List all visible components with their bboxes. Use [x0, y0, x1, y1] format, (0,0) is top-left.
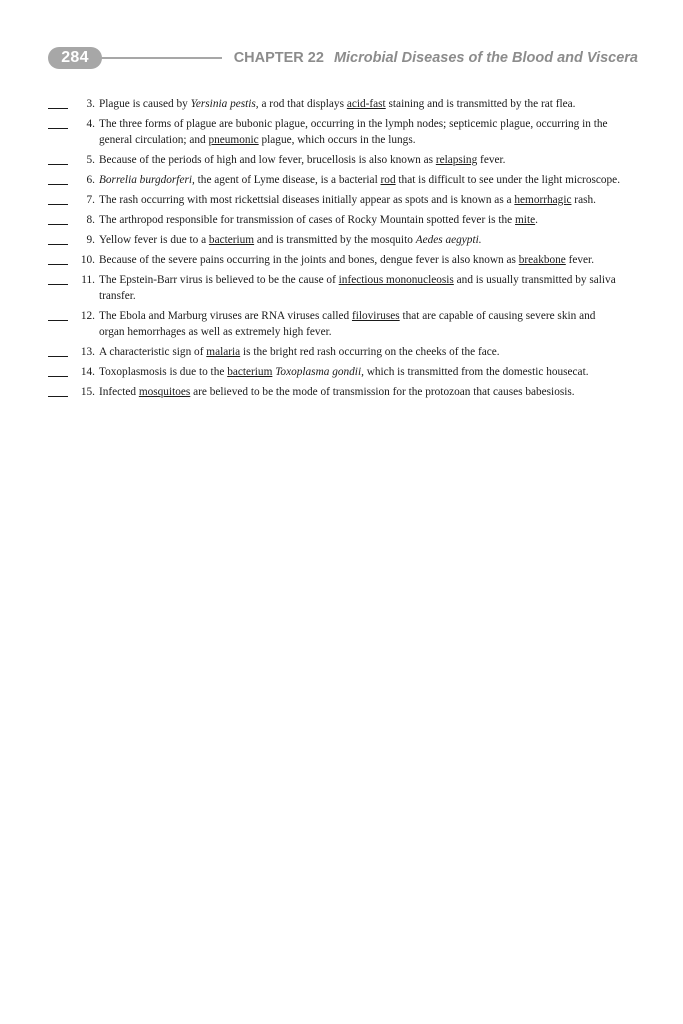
answer-blank[interactable] [48, 284, 68, 285]
question-number: 4. [86, 118, 95, 130]
question-item [48, 364, 623, 380]
answer-blank[interactable] [48, 376, 68, 377]
italic-term: Toxoplasma gondii, [275, 366, 364, 378]
answer-blank[interactable] [48, 164, 68, 165]
underlined-term: rod [380, 174, 396, 186]
underlined-term: relapsing [435, 154, 478, 166]
question-text [99, 386, 575, 398]
answer-blank[interactable] [48, 204, 68, 205]
answer-blank[interactable] [48, 320, 68, 321]
underlined-term: breakbone [518, 254, 566, 266]
text-run: The three forms of plague are bubonic plague, occurring in the lymph nodes; septicemic plague, occurring in the general circulation; and [99, 118, 608, 146]
text-run: Plague is caused by [99, 98, 191, 110]
underlined-term: acid-fast [346, 98, 386, 110]
question-text [99, 346, 500, 358]
text-run: The rash occurring with most rickettsial diseases initially appear as spots and is known as a [99, 194, 515, 206]
underlined-term: filoviruses [351, 310, 400, 322]
question-number: 3. [86, 98, 95, 110]
answer-blank[interactable] [48, 356, 68, 357]
chapter-label: CHAPTER 22 [233, 50, 324, 66]
question-number: 15. [80, 386, 95, 398]
question-item [48, 272, 623, 304]
question-item [48, 212, 623, 228]
text-run: . [535, 214, 538, 226]
chapter-subject: Microbial Diseases of the Blood and Viscera [333, 50, 638, 66]
question-text [99, 214, 538, 226]
question-item [48, 152, 623, 168]
question-number: 5. [86, 154, 95, 166]
text-run: which is transmitted from the domestic housecat. [363, 366, 589, 378]
underlined-term: malaria [206, 346, 241, 358]
text-run: A characteristic sign of [99, 346, 207, 358]
header-divider [100, 57, 222, 59]
text-run: is the bright red rash occurring on the cheeks of the face. [240, 346, 500, 358]
answer-blank[interactable] [48, 264, 68, 265]
running-head [234, 47, 638, 69]
underlined-term: mite [515, 214, 536, 226]
answer-blank[interactable] [48, 128, 68, 129]
question-text [99, 118, 608, 146]
answer-blank[interactable] [48, 224, 68, 225]
question-number: 9. [86, 234, 95, 246]
page-number-badge: 284 [48, 47, 102, 69]
text-run: are believed to be the mode of transmission for the protozoan that causes babesiosis. [190, 386, 575, 398]
question-item [48, 96, 623, 112]
question-item [48, 116, 623, 148]
text-run: that are capable of causing severe skin and organ hemorrhages as well as extremely high fever. [99, 310, 596, 338]
text-run: plague, which occurs in the lungs. [258, 134, 416, 146]
question-item [48, 172, 623, 188]
question-number: 7. [86, 194, 95, 206]
question-item [48, 232, 623, 248]
underlined-term: mosquitoes [138, 386, 191, 398]
underlined-term: bacterium [227, 366, 273, 378]
text-run: staining and is transmitted by the rat flea. [385, 98, 576, 110]
italic-term: Borrelia burgdorferi, [99, 174, 195, 186]
question-text [99, 254, 594, 266]
text-run: and is usually transmitted by saliva transfer. [99, 274, 616, 302]
question-text [99, 366, 589, 378]
text-run: fever. [477, 154, 506, 166]
text-run: that is difficult to see under the light microscope. [395, 174, 621, 186]
italic-term: Yersinia pestis, [190, 98, 259, 110]
text-run: Because of the severe pains occurring in the joints and bones, dengue fever is also known as [99, 254, 519, 266]
answer-blank[interactable] [48, 396, 68, 397]
question-number: 11. [81, 274, 95, 286]
question-text [99, 154, 505, 166]
answer-blank[interactable] [48, 184, 68, 185]
question-item [48, 252, 623, 268]
text-run: The Ebola and Marburg viruses are RNA viruses called [99, 310, 352, 322]
question-text [99, 194, 596, 206]
true-false-question-list [48, 96, 623, 404]
underlined-term: infectious mononucleosis [338, 274, 454, 286]
text-run: Because of the periods of high and low fever, brucellosis is also known as [99, 154, 436, 166]
question-item [48, 308, 623, 340]
question-text [99, 234, 482, 246]
text-run: and is transmitted by the mosquito [254, 234, 416, 246]
question-text [99, 98, 576, 110]
text-run: the agent of Lyme disease, is a bacterial [194, 174, 381, 186]
answer-blank[interactable] [48, 244, 68, 245]
question-number: 10. [80, 254, 95, 266]
text-run: fever. [565, 254, 595, 266]
text-run: Toxoplasmosis is due to the [99, 366, 228, 378]
question-number: 13. [80, 346, 95, 358]
page-header [48, 44, 640, 70]
italic-term: Aedes aegypti. [415, 234, 482, 246]
question-number: 12. [80, 310, 95, 322]
question-text [99, 174, 620, 186]
text-run: a rod that displays [258, 98, 347, 110]
answer-blank[interactable] [48, 108, 68, 109]
text-run: The arthropod responsible for transmission of cases of Rocky Mountain spotted fever is the [99, 214, 516, 226]
question-item [48, 384, 623, 400]
text-run: The Epstein-Barr virus is believed to be the cause of [99, 274, 339, 286]
question-number: 8. [86, 214, 95, 226]
question-item [48, 192, 623, 208]
text-run: Yellow fever is due to a [99, 234, 209, 246]
text-run: rash. [571, 194, 596, 206]
text-run: Infected [99, 386, 139, 398]
question-text [99, 274, 616, 302]
underlined-term: hemorrhagic [514, 194, 572, 206]
question-number: 14. [80, 366, 95, 378]
underlined-term: bacterium [208, 234, 255, 246]
question-text [99, 310, 595, 338]
question-number: 6. [86, 174, 95, 186]
question-item [48, 344, 623, 360]
underlined-term: pneumonic [208, 134, 259, 146]
